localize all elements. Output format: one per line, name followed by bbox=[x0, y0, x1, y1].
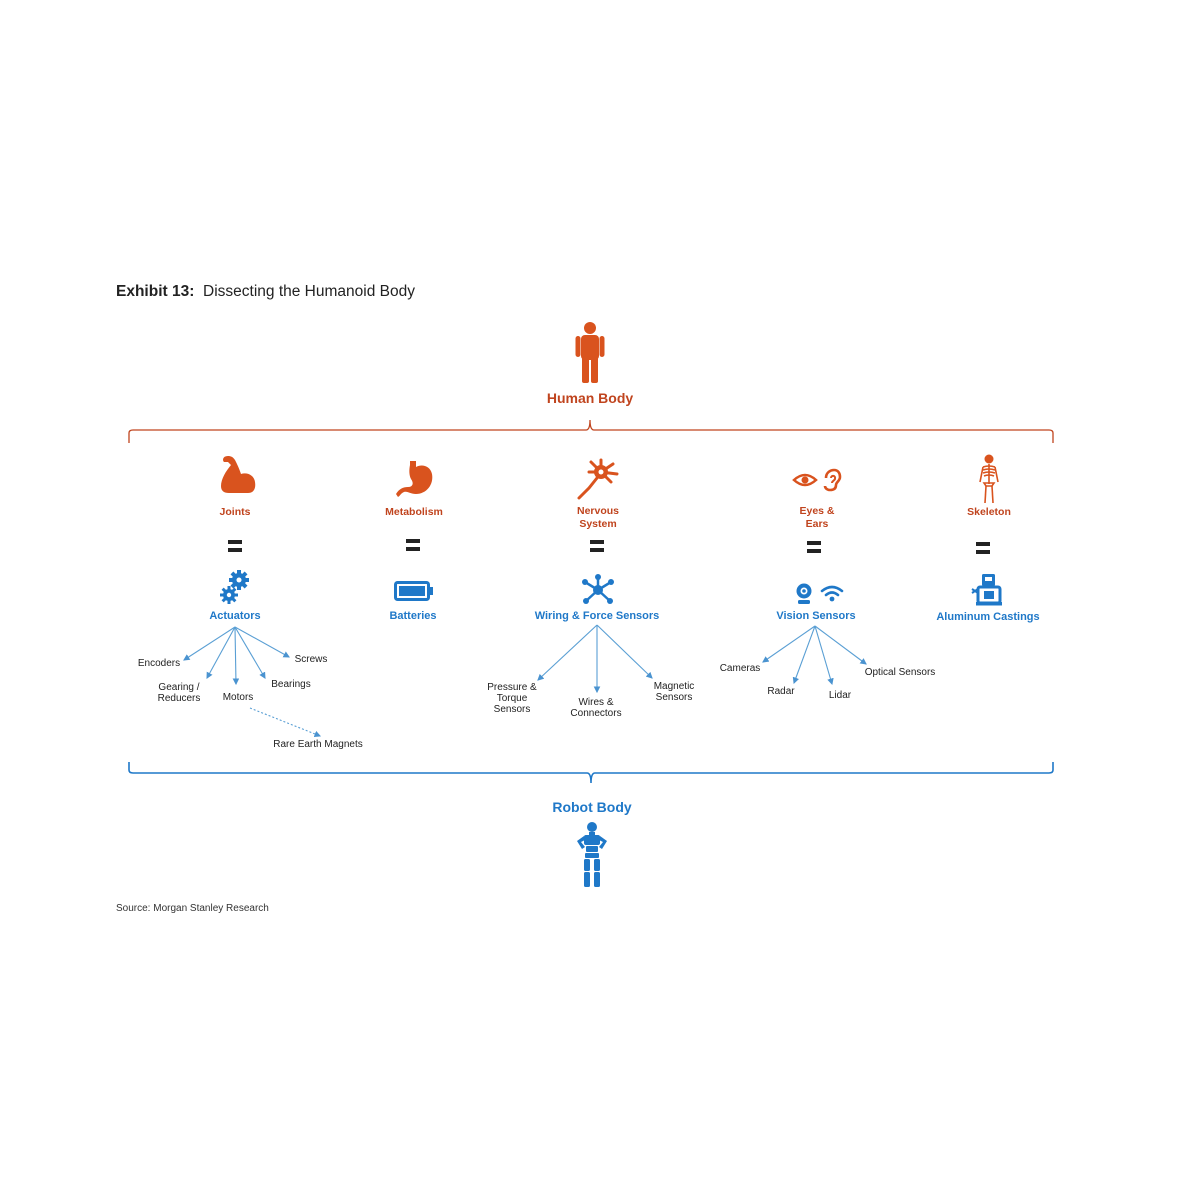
robot-part-wiring-force-sensors: Wiring & Force Sensors bbox=[534, 610, 660, 622]
exhibit-number: Exhibit 13: bbox=[116, 283, 195, 300]
robot-part-actuators: Actuators bbox=[209, 610, 261, 622]
robot-part-vision-sensors: Vision Sensors bbox=[776, 610, 856, 622]
component-screws: Screws bbox=[294, 654, 328, 665]
component-magnetic-sensors: Magnetic Sensors bbox=[653, 681, 695, 703]
human-part-skeleton: Skeleton bbox=[967, 506, 1011, 518]
robot-part-batteries: Batteries bbox=[389, 610, 437, 622]
robot-body-label: Robot Body bbox=[552, 799, 632, 815]
component-rare-earth-magnets: Rare Earth Magnets bbox=[273, 739, 363, 750]
human-part-nervous-system: Nervous System bbox=[576, 505, 620, 530]
human-part-joints: Joints bbox=[219, 506, 251, 518]
exhibit-title-text: Dissecting the Humanoid Body bbox=[203, 283, 415, 300]
component-gearing-reducers: Gearing / Reducers bbox=[157, 682, 201, 704]
component-radar: Radar bbox=[767, 686, 795, 697]
component-cameras: Cameras bbox=[719, 663, 761, 674]
human-part-eyes-ears: Eyes & Ears bbox=[799, 505, 835, 530]
component-bearings: Bearings bbox=[271, 679, 311, 690]
human-body-label: Human Body bbox=[546, 390, 634, 406]
component-lidar: Lidar bbox=[828, 690, 852, 701]
robot-part-aluminum-castings: Aluminum Castings bbox=[936, 611, 1040, 623]
component-wires-connectors: Wires & Connectors bbox=[570, 697, 622, 719]
component-encoders: Encoders bbox=[137, 658, 181, 669]
component-pressure-torque-sensors: Pressure & Torque Sensors bbox=[487, 682, 537, 715]
component-motors: Motors bbox=[222, 692, 254, 703]
human-part-metabolism: Metabolism bbox=[385, 506, 443, 518]
robot-figure-icon bbox=[573, 822, 611, 888]
source-note: Source: Morgan Stanley Research bbox=[116, 903, 269, 914]
component-optical-sensors: Optical Sensors bbox=[864, 667, 936, 678]
